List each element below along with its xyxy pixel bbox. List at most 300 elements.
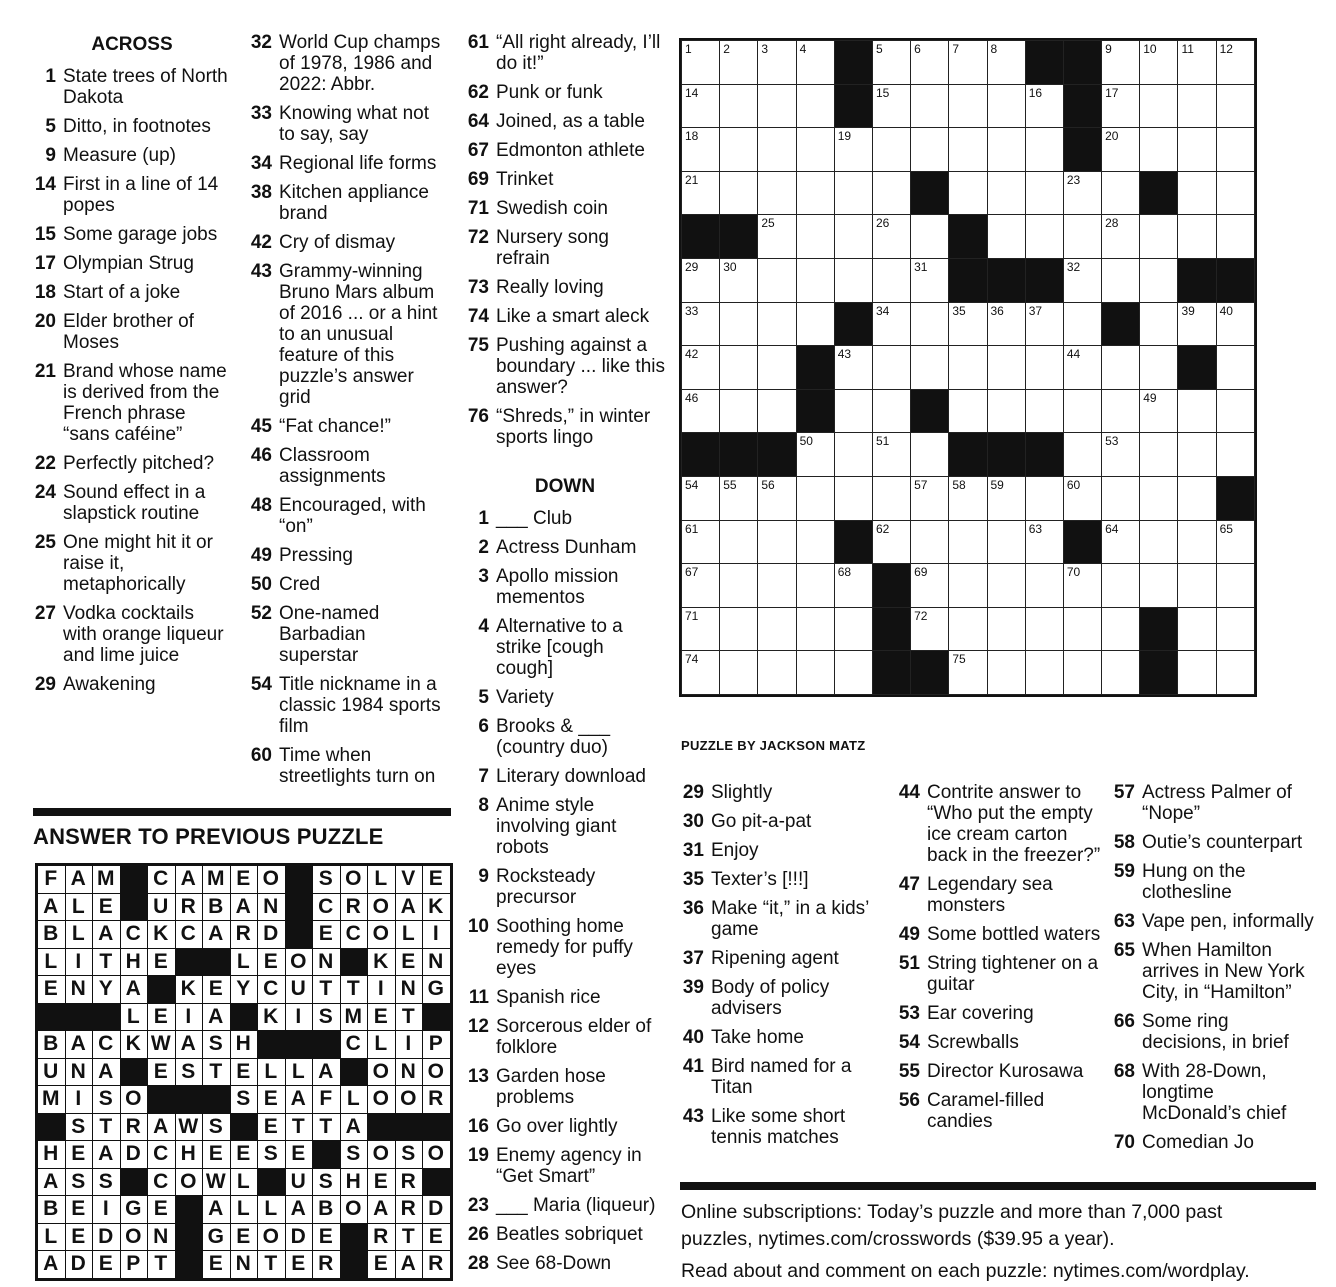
clue-item <box>32 453 232 474</box>
cell-number: 74 <box>685 652 699 667</box>
answer-letter: D <box>93 1223 121 1251</box>
answer-letter: C <box>148 866 176 894</box>
grid-cell <box>911 346 949 390</box>
clue-item <box>465 82 665 103</box>
grid-cell <box>1216 84 1254 128</box>
answer-letter: E <box>313 1223 341 1251</box>
clue-number: 63 <box>1113 911 1135 932</box>
clue-text: Title nickname in a classic 1984 sports film <box>279 674 441 737</box>
clue-number: 17 <box>34 253 56 274</box>
clue-item <box>32 282 232 303</box>
clue-item <box>248 182 450 224</box>
clue-text: First in a line of 14 popes <box>63 174 219 216</box>
black-square <box>720 215 758 259</box>
grid-cell <box>1140 389 1178 433</box>
clue-item <box>248 416 450 437</box>
clue-item <box>465 795 665 858</box>
answer-letter: R <box>313 1251 341 1279</box>
answer-letter: I <box>395 1031 423 1059</box>
clue-text: Soothing home remedy for puffy eyes <box>496 916 633 979</box>
grid-cell <box>987 302 1025 346</box>
clue-text: Ripening agent <box>711 948 839 969</box>
answer-letter: E <box>395 948 423 976</box>
clue-number: 35 <box>682 869 704 890</box>
clues-column-3 <box>465 32 665 1282</box>
grid-cell <box>796 171 834 215</box>
clue-text: Some ring decisions, in brief <box>1142 1011 1289 1053</box>
clue-number: 13 <box>467 1066 489 1087</box>
clue-item <box>680 898 885 940</box>
grid-cell <box>1178 302 1216 346</box>
answer-letter: O <box>368 1058 396 1086</box>
answer-letter: E <box>230 1141 258 1169</box>
grid-cell <box>682 607 720 651</box>
clue-number: 43 <box>682 1106 704 1127</box>
black-square <box>682 215 720 259</box>
black-square <box>911 651 949 695</box>
clue-text: Like a smart aleck <box>496 306 650 327</box>
clue-number: 27 <box>34 603 56 624</box>
grid-cell <box>1178 128 1216 172</box>
grid-cell <box>682 476 720 520</box>
answer-letter: L <box>65 893 93 921</box>
grid-cell <box>682 651 720 695</box>
answer-letter: D <box>423 1196 451 1224</box>
black-square <box>720 433 758 477</box>
grid-cell <box>758 389 796 433</box>
grid-cell <box>1178 476 1216 520</box>
black-square <box>796 346 834 390</box>
cell-number: 40 <box>1219 303 1233 318</box>
answer-letter: R <box>368 1223 396 1251</box>
answer-letter: E <box>38 976 66 1004</box>
answer-letter: E <box>313 921 341 949</box>
clue-item <box>465 169 665 190</box>
answer-letter: A <box>120 976 148 1004</box>
clue-number: 53 <box>898 1003 920 1024</box>
answer-letter: I <box>423 921 451 949</box>
grid-cell <box>1102 128 1140 172</box>
clue-text: Legendary sea monsters <box>927 874 1053 916</box>
clue-number: 70 <box>1113 1132 1135 1153</box>
clue-text: Literary download <box>496 766 646 787</box>
cell-number: 9 <box>1105 42 1112 56</box>
answer-black-square <box>258 1168 286 1196</box>
clue-item <box>465 1195 665 1216</box>
grid-cell <box>1102 520 1140 564</box>
cell-number: 1 <box>685 42 692 56</box>
clue-text: Texter’s [!!!] <box>711 869 809 890</box>
answer-letter: P <box>423 1031 451 1059</box>
answer-letter: A <box>38 1168 66 1196</box>
answer-letter: Y <box>230 976 258 1004</box>
grid-cell <box>987 520 1025 564</box>
grid-cell <box>1025 476 1063 520</box>
cell-number: 54 <box>685 477 699 492</box>
black-square <box>1140 651 1178 695</box>
clue-item <box>32 674 232 695</box>
clue-item <box>465 1066 665 1108</box>
cell-number: 16 <box>1028 85 1043 100</box>
answer-letter: M <box>93 866 121 894</box>
cell-number: 50 <box>799 434 813 449</box>
cell-number: 15 <box>875 85 890 100</box>
black-square <box>949 433 987 477</box>
answer-letter: S <box>313 1003 341 1031</box>
answer-letter: E <box>258 948 286 976</box>
black-square <box>949 215 987 259</box>
grid-cell <box>1216 564 1254 608</box>
grid-cell <box>796 258 834 302</box>
clue-item <box>1111 861 1316 903</box>
clue-text: ___ Club <box>496 508 573 529</box>
grid-cell <box>1102 607 1140 651</box>
answer-letter: O <box>368 1141 396 1169</box>
answer-letter: T <box>93 948 121 976</box>
clue-number: 68 <box>1113 1061 1135 1082</box>
answer-letter: E <box>368 1251 396 1279</box>
clue-item <box>32 174 232 216</box>
answer-black-square <box>285 866 313 894</box>
answer-letter: N <box>395 1058 423 1086</box>
clue-number: 34 <box>250 153 272 174</box>
grid-cell <box>758 128 796 172</box>
clue-item <box>248 153 450 174</box>
clue-number: 44 <box>898 782 920 803</box>
grid-cell <box>682 41 720 85</box>
answer-letter: S <box>65 1113 93 1141</box>
answer-letter: E <box>65 1223 93 1251</box>
black-square <box>1063 41 1101 85</box>
grid-cell <box>1102 215 1140 259</box>
answer-black-square <box>285 893 313 921</box>
answer-letter: N <box>313 948 341 976</box>
grid-cell <box>682 346 720 390</box>
clue-text: Classroom assignments <box>279 445 386 487</box>
clue-number: 9 <box>478 866 489 887</box>
grid-cell <box>1102 346 1140 390</box>
clue-number: 25 <box>34 532 56 553</box>
answer-letter: O <box>120 1086 148 1114</box>
grid-cell <box>1063 346 1101 390</box>
grid-cell <box>1063 215 1101 259</box>
clue-item <box>32 253 232 274</box>
grid-cell <box>720 389 758 433</box>
answer-letter: I <box>93 1196 121 1224</box>
answer-letter: G <box>120 1196 148 1224</box>
clue-number: 54 <box>898 1032 920 1053</box>
grid-cell <box>796 476 834 520</box>
cell-number: 65 <box>1219 521 1233 536</box>
cell-number: 7 <box>952 42 959 56</box>
answer-letter: L <box>120 1003 148 1031</box>
clue-item <box>896 924 1101 945</box>
cell-number: 60 <box>1066 477 1081 492</box>
clue-item <box>896 953 1101 995</box>
clue-item <box>680 840 885 861</box>
answer-letter: I <box>175 1003 203 1031</box>
answer-letter: C <box>148 1141 176 1169</box>
answer-black-square <box>423 1113 451 1141</box>
grid-cell <box>796 564 834 608</box>
clue-text: See 68-Down <box>496 1253 612 1274</box>
footer-line-1: Online subscriptions: Today’s puzzle and more than 7,000 past <box>681 1201 1223 1223</box>
clue-text: State trees of North Dakota <box>63 66 228 108</box>
clue-number: 54 <box>250 674 272 695</box>
answer-black-square <box>313 1141 341 1169</box>
clue-number: 74 <box>467 306 489 327</box>
clue-item <box>32 66 232 108</box>
grid-cell <box>1063 258 1101 302</box>
answer-letter: C <box>175 921 203 949</box>
cell-number: 71 <box>685 608 699 623</box>
grid-cell <box>720 171 758 215</box>
answer-letter: H <box>120 948 148 976</box>
clue-text: Ear covering <box>927 1003 1034 1024</box>
answer-letter: A <box>148 1113 176 1141</box>
grid-cell <box>720 651 758 695</box>
grid-cell <box>720 302 758 346</box>
answer-letter: S <box>203 1113 231 1141</box>
clue-text: Some garage jobs <box>63 224 218 245</box>
answer-letter: N <box>148 1223 176 1251</box>
grid-cell <box>872 171 910 215</box>
clue-text: Encouraged, with “on” <box>279 495 426 537</box>
answer-letter: M <box>38 1086 66 1114</box>
across-clues-column-2 <box>248 32 450 795</box>
clue-item <box>465 140 665 161</box>
answer-letter: E <box>368 1168 396 1196</box>
grid-cell <box>987 607 1025 651</box>
clue-item <box>465 987 665 1008</box>
answer-letter: E <box>203 1141 231 1169</box>
cell-number: 55 <box>723 477 737 492</box>
clue-text: Cred <box>279 574 321 595</box>
answer-black-square <box>93 1003 121 1031</box>
answer-letter: E <box>285 1251 313 1279</box>
clue-number: 36 <box>682 898 704 919</box>
grid-cell <box>682 84 720 128</box>
clue-text: Rocksteady precursor <box>496 866 596 908</box>
clue-text: With 28-Down, longtime McDonald’s chief <box>1142 1061 1287 1124</box>
answer-letter: T <box>313 1113 341 1141</box>
clue-text: Enjoy <box>711 840 759 861</box>
black-square <box>987 433 1025 477</box>
cell-number: 23 <box>1066 172 1081 187</box>
clue-text: Outie’s counterpart <box>1142 832 1303 853</box>
clue-text: Caramel-filled candies <box>927 1090 1045 1132</box>
clue-item <box>465 1224 665 1245</box>
grid-cell <box>911 564 949 608</box>
black-square <box>1025 258 1063 302</box>
grid-cell <box>1178 520 1216 564</box>
grid-cell <box>987 476 1025 520</box>
answer-letter: K <box>148 921 176 949</box>
grid-cell <box>834 476 872 520</box>
grid-cell <box>796 41 834 85</box>
grid-cell <box>1140 258 1178 302</box>
grid-cell <box>1063 476 1101 520</box>
clue-text: Apollo mission mementos <box>496 566 619 608</box>
answer-letter: T <box>395 1223 423 1251</box>
answer-letter: L <box>258 1196 286 1224</box>
answer-letter: C <box>148 1168 176 1196</box>
answer-letter: L <box>230 948 258 976</box>
clue-text: Comedian Jo <box>1142 1132 1254 1153</box>
answer-letter: E <box>230 1058 258 1086</box>
grid-cell <box>834 128 872 172</box>
grid-cell <box>1025 520 1063 564</box>
answer-letter: C <box>313 893 341 921</box>
black-square <box>1140 607 1178 651</box>
grid-cell <box>987 41 1025 85</box>
answer-letter: O <box>340 1196 368 1224</box>
answer-letter: B <box>38 1196 66 1224</box>
clue-number: 65 <box>1113 940 1135 961</box>
answer-letter: N <box>258 893 286 921</box>
answer-letter: W <box>203 1168 231 1196</box>
answer-letter: A <box>93 1141 121 1169</box>
clue-item <box>248 445 450 487</box>
grid-cell <box>949 520 987 564</box>
cell-number: 20 <box>1105 129 1119 144</box>
answer-letter: S <box>313 866 341 894</box>
answer-black-square <box>258 1031 286 1059</box>
clue-text: Sound effect in a slapstick routine <box>63 482 206 524</box>
clue-text: World Cup champs of 1978, 1986 and 2022: Abbr. <box>279 32 441 95</box>
black-square <box>1025 41 1063 85</box>
answer-letter: A <box>368 1196 396 1224</box>
answer-letter: R <box>423 1086 451 1114</box>
clue-text: Trinket <box>496 169 554 190</box>
clue-item <box>32 116 232 137</box>
clue-item <box>465 111 665 132</box>
cell-number: 62 <box>875 521 890 536</box>
grid-cell <box>1025 346 1063 390</box>
grid-cell <box>1178 41 1216 85</box>
cell-number: 64 <box>1105 521 1119 536</box>
clue-number: 61 <box>467 32 489 53</box>
clue-number: 5 <box>45 116 56 137</box>
answer-black-square <box>120 893 148 921</box>
clue-text: Measure (up) <box>63 145 176 166</box>
clue-item <box>248 745 450 787</box>
grid-cell <box>1025 84 1063 128</box>
answer-black-square <box>175 1196 203 1224</box>
clue-item <box>465 866 665 908</box>
black-square <box>834 520 872 564</box>
across-header: ACROSS <box>91 34 173 55</box>
clue-item <box>680 948 885 969</box>
answer-letter: U <box>285 976 313 1004</box>
cell-number: 18 <box>685 129 699 144</box>
cell-number: 21 <box>685 172 699 187</box>
answer-black-square <box>203 948 231 976</box>
grid-cell <box>872 389 910 433</box>
answer-letter: T <box>340 976 368 1004</box>
answer-letter: A <box>38 1251 66 1279</box>
grid-cell <box>1025 302 1063 346</box>
clue-item <box>248 232 450 253</box>
clue-text: One might hit it or raise it, metaphorically <box>63 532 213 595</box>
clue-number: 69 <box>467 169 489 190</box>
clue-text: “All right already, I’ll do it!” <box>496 32 661 74</box>
grid-cell <box>911 258 949 302</box>
grid-cell <box>987 389 1025 433</box>
clue-number: 22 <box>34 453 56 474</box>
answer-letter: O <box>423 1058 451 1086</box>
answer-letter: O <box>258 866 286 894</box>
grid-cell <box>1216 389 1254 433</box>
grid-cell <box>872 476 910 520</box>
answer-letter: E <box>203 976 231 1004</box>
clue-text: Go over lightly <box>496 1116 618 1137</box>
grid-cell <box>911 84 949 128</box>
answer-letter: A <box>203 1003 231 1031</box>
grid-cell <box>758 215 796 259</box>
down-header: DOWN <box>534 476 596 497</box>
answer-black-square <box>285 1031 313 1059</box>
clue-text: Olympian Strug <box>63 253 194 274</box>
answer-letter: K <box>175 976 203 1004</box>
clue-text: Bird named for a Titan <box>711 1056 852 1098</box>
clue-text: Perfectly pitched? <box>63 453 215 474</box>
black-square <box>1216 476 1254 520</box>
grid-cell <box>1102 476 1140 520</box>
clue-text: Brand whose name is derived from the French phrase “sans caféine” <box>63 361 227 445</box>
previous-answer-grid <box>35 863 453 1281</box>
answer-black-square <box>120 1168 148 1196</box>
footer-line-3: Read about and comment on each puzzle: nytimes.com/wordplay. <box>681 1260 1250 1282</box>
black-square <box>911 389 949 433</box>
answer-black-square <box>148 1086 176 1114</box>
answer-letter: L <box>340 1086 368 1114</box>
grid-cell <box>796 607 834 651</box>
footer-rule <box>680 1182 1316 1190</box>
clue-number: 37 <box>682 948 704 969</box>
cell-number: 2 <box>723 42 730 56</box>
cell-number: 57 <box>914 477 928 492</box>
clue-item <box>248 603 450 666</box>
grid-cell <box>1140 564 1178 608</box>
cell-number: 69 <box>914 565 928 580</box>
cell-number: 26 <box>875 216 890 231</box>
answer-letter: T <box>285 1113 313 1141</box>
answer-letter: E <box>258 1113 286 1141</box>
answer-letter: M <box>340 1003 368 1031</box>
answer-letter: N <box>423 948 451 976</box>
grid-cell <box>1102 84 1140 128</box>
answer-letter: R <box>120 1113 148 1141</box>
grid-cell <box>796 84 834 128</box>
cell-number: 75 <box>952 652 966 667</box>
black-square <box>1216 258 1254 302</box>
grid-cell <box>1178 84 1216 128</box>
grid-cell <box>1140 41 1178 85</box>
answer-letter: P <box>120 1251 148 1279</box>
cell-number: 46 <box>685 390 699 405</box>
clue-text: Actress Palmer of “Nope” <box>1142 782 1292 824</box>
clue-text: Pressing <box>279 545 353 566</box>
grid-cell <box>1140 302 1178 346</box>
clue-item <box>1111 1132 1316 1153</box>
answer-letter: E <box>203 1251 231 1279</box>
clue-item <box>465 306 665 327</box>
cell-number: 6 <box>914 42 921 56</box>
across-clues-column-1 <box>32 32 232 703</box>
clue-number: 30 <box>682 811 704 832</box>
grid-cell <box>796 128 834 172</box>
